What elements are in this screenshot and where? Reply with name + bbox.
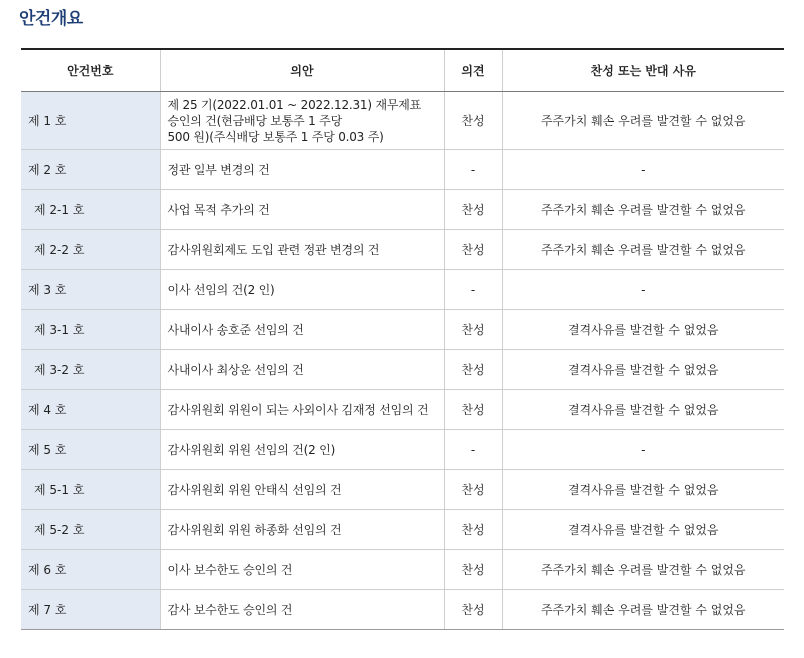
- table-row: [21, 550, 784, 590]
- reason-cell: 주주가치 훼손 우려를 발견할 수 없었음: [502, 550, 784, 590]
- agenda-line: 이사 보수한도 승인의 건: [167, 562, 293, 577]
- header-agenda-number: 안건번호: [21, 49, 160, 92]
- agenda-line: 승인의 건(현금배당 보통주 1 주당: [167, 113, 342, 128]
- page-title: 안건개요: [19, 9, 83, 29]
- agenda-cell: [160, 550, 444, 590]
- agenda-number-cell: 제 1 호: [21, 92, 160, 150]
- opinion-cell: 찬성: [444, 590, 502, 630]
- reason-cell: 결격사유를 발견할 수 없었음: [502, 350, 784, 390]
- table-row: [21, 92, 784, 150]
- agenda-line: 감사위원회 위원 하종화 선임의 건: [167, 522, 342, 537]
- agenda-number-cell: 제 5 호: [21, 430, 160, 470]
- reason-cell: -: [502, 150, 784, 190]
- opinion-cell: 찬성: [444, 350, 502, 390]
- reason-cell: -: [502, 270, 784, 310]
- agenda-line: 정관 일부 변경의 건: [167, 162, 270, 177]
- table-row: [21, 150, 784, 190]
- agenda-cell: [160, 150, 444, 190]
- table-row: [21, 510, 784, 550]
- agenda-cell: [160, 470, 444, 510]
- opinion-cell: 찬성: [444, 92, 502, 150]
- table-row: [21, 470, 784, 510]
- agenda-cell: [160, 350, 444, 390]
- agenda-number-cell: 제 5-1 호: [21, 470, 160, 510]
- agenda-number-cell: 제 2 호: [21, 150, 160, 190]
- opinion-cell: 찬성: [444, 190, 502, 230]
- reason-cell: 결격사유를 발견할 수 없었음: [502, 390, 784, 430]
- agenda-line: 감사위원회 위원 선임의 건(2 인): [167, 442, 336, 457]
- opinion-cell: 찬성: [444, 310, 502, 350]
- agenda-number-cell: 제 6 호: [21, 550, 160, 590]
- agenda-number-cell: 제 3 호: [21, 270, 160, 310]
- agenda-number-cell: 제 4 호: [21, 390, 160, 430]
- reason-cell: 주주가치 훼손 우려를 발견할 수 없었음: [502, 230, 784, 270]
- agenda-cell: [160, 430, 444, 470]
- agenda-line: 감사위원회 위원 안태식 선임의 건: [167, 482, 342, 497]
- opinion-cell: -: [444, 150, 502, 190]
- opinion-cell: 찬성: [444, 510, 502, 550]
- agenda-number-cell: 제 3-2 호: [21, 350, 160, 390]
- opinion-cell: -: [444, 430, 502, 470]
- table-row: [21, 230, 784, 270]
- opinion-cell: 찬성: [444, 230, 502, 270]
- agenda-cell: [160, 510, 444, 550]
- agenda-number-cell: 제 2-1 호: [21, 190, 160, 230]
- agenda-cell: [160, 590, 444, 630]
- table-row: [21, 350, 784, 390]
- agenda-line: 감사위원회 위원이 되는 사외이사 김재정 선임의 건: [167, 402, 429, 417]
- agenda-number-cell: 제 7 호: [21, 590, 160, 630]
- table-row: [21, 430, 784, 470]
- agenda-line: 제 25 기(2022.01.01 ~ 2022.12.31) 재무제표: [167, 97, 422, 112]
- reason-cell: -: [502, 430, 784, 470]
- opinion-cell: 찬성: [444, 550, 502, 590]
- agenda-cell: [160, 190, 444, 230]
- agenda-cell: [160, 230, 444, 270]
- table-row: [21, 190, 784, 230]
- agenda-cell: [160, 270, 444, 310]
- agenda-line: 이사 선임의 건(2 인): [167, 282, 275, 297]
- agenda-cell: [160, 92, 444, 150]
- agenda-number-cell: 제 3-1 호: [21, 310, 160, 350]
- table-row: [21, 390, 784, 430]
- agenda-cell: [160, 310, 444, 350]
- table-row: [21, 270, 784, 310]
- agenda-line: 사내이사 송호준 선임의 건: [167, 322, 304, 337]
- table-row: [21, 590, 784, 630]
- agenda-line: 감사위원회제도 도입 관련 정관 변경의 건: [167, 242, 380, 257]
- reason-cell: 결격사유를 발견할 수 없었음: [502, 470, 784, 510]
- agenda-line: 500 원)(주식배당 보통주 1 주당 0.03 주): [167, 129, 384, 144]
- header-agenda: 의안: [160, 49, 444, 92]
- agenda-line: 감사 보수한도 승인의 건: [167, 602, 293, 617]
- table-header-row: [21, 49, 784, 92]
- header-reason: 찬성 또는 반대 사유: [502, 49, 784, 92]
- agenda-line: 사내이사 최상운 선임의 건: [167, 362, 304, 377]
- agenda-line: 사업 목적 추가의 건: [167, 202, 270, 217]
- opinion-cell: -: [444, 270, 502, 310]
- reason-cell: 주주가치 훼손 우려를 발견할 수 없었음: [502, 590, 784, 630]
- table-body: [21, 92, 784, 630]
- reason-cell: 주주가치 훼손 우려를 발견할 수 없었음: [502, 190, 784, 230]
- opinion-cell: 찬성: [444, 390, 502, 430]
- table-row: [21, 310, 784, 350]
- agenda-cell: [160, 390, 444, 430]
- agenda-number-cell: 제 5-2 호: [21, 510, 160, 550]
- reason-cell: 결격사유를 발견할 수 없었음: [502, 510, 784, 550]
- opinion-cell: 찬성: [444, 470, 502, 510]
- agenda-number-cell: 제 2-2 호: [21, 230, 160, 270]
- header-opinion: 의견: [444, 49, 502, 92]
- reason-cell: 결격사유를 발견할 수 없었음: [502, 310, 784, 350]
- agenda-table: [21, 48, 784, 630]
- reason-cell: 주주가치 훼손 우려를 발견할 수 없었음: [502, 92, 784, 150]
